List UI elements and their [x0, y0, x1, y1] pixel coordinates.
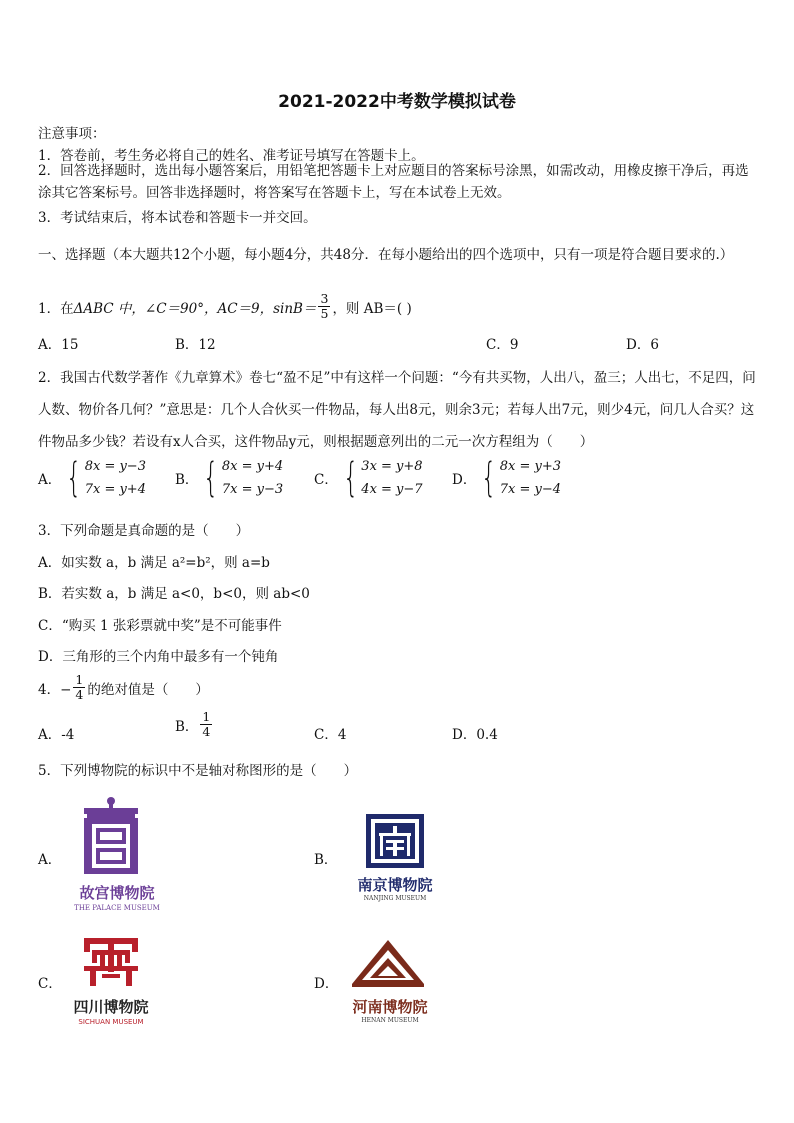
- logo-caption: 南京博物院: [357, 876, 433, 894]
- logo-caption-english: SICHUAN MUSEUM: [78, 1018, 144, 1026]
- equation: 3x = y+8: [361, 459, 423, 474]
- option-label: B．: [175, 472, 199, 488]
- option-d[interactable]: D．0.4: [452, 727, 498, 743]
- brace-icon: {: [66, 455, 82, 501]
- fraction-denominator: 4: [75, 687, 84, 702]
- option-b[interactable]: B．12: [175, 337, 216, 353]
- fraction-denominator: 5: [320, 306, 329, 321]
- option-b[interactable]: B．: [314, 852, 338, 868]
- option-d[interactable]: [452, 455, 561, 501]
- option-b[interactable]: [175, 710, 214, 739]
- henan-museum-logo-icon: [350, 938, 426, 988]
- fraction: [73, 673, 85, 702]
- question-4-suffix: 的绝对值是（ ）: [87, 681, 209, 698]
- option-c[interactable]: C．4: [314, 727, 347, 743]
- logo-caption: 河南博物院: [352, 998, 428, 1016]
- option-a[interactable]: A．15: [38, 337, 79, 353]
- brace-icon: {: [481, 455, 497, 501]
- option-label: C．: [314, 472, 338, 488]
- question-1-condition: ΔABC 中，∠C＝90°，AC＝9，sinB＝: [73, 300, 317, 317]
- question-5: 5．下列博物院的标识中不是轴对称图形的是（ ）: [38, 763, 358, 779]
- equation: 7x = y−3: [221, 482, 284, 497]
- logo-caption: 故宫博物院: [79, 884, 155, 902]
- equation: 4x = y−7: [361, 482, 423, 497]
- equation: 8x = y−3: [84, 459, 146, 474]
- question-3: 3．下列命题是真命题的是（ ）: [38, 523, 250, 539]
- option-c[interactable]: [314, 455, 423, 501]
- logo-caption: 四川博物院: [73, 998, 149, 1016]
- option-a[interactable]: A．-4: [38, 727, 75, 743]
- page-title: 2021-2022中考数学模拟试卷: [278, 92, 516, 112]
- option-b[interactable]: B．若实数 a，b 满足 a<0，b<0，则 ab<0: [38, 586, 310, 602]
- option-c[interactable]: C．“购买 1 张彩票就中奖”是不可能事件: [38, 618, 282, 634]
- logo-caption-english: THE PALACE MUSEUM: [74, 904, 160, 912]
- brace-icon: {: [203, 455, 219, 501]
- logo-caption-english: HENAN MUSEUM: [361, 1017, 419, 1024]
- option-a[interactable]: A．: [38, 852, 62, 868]
- option-d[interactable]: D．: [314, 976, 339, 992]
- equation: 7x = y+4: [84, 482, 146, 497]
- fraction-numerator: 3: [320, 291, 329, 306]
- option-a[interactable]: A．如实数 a，b 满足 a²=b²，则 a=b: [38, 555, 270, 571]
- option-d[interactable]: D．6: [626, 337, 659, 353]
- sichuan-museum-logo-icon: [82, 936, 140, 988]
- notice-item: 2．回答选择题时，选出每小题答案后，用铅笔把答题卡上对应题目的答案标号涂黑，如需改动，用橡皮擦干净后，再选涂其它答案标号。回答非选择题时，将答案写在答题卡上，写在本试卷上无效。: [38, 163, 749, 201]
- nanjing-museum-logo-icon: [366, 814, 424, 868]
- question-4-prefix: 4．−: [38, 681, 72, 698]
- question-1-suffix: ，则 AB＝( ): [332, 300, 412, 317]
- fraction: [318, 292, 330, 321]
- equation: 7x = y−4: [499, 482, 562, 497]
- question-1-prefix: 1．在: [38, 300, 74, 317]
- question-4: [38, 673, 209, 702]
- notice-heading: 注意事项：: [38, 126, 106, 142]
- equation: 8x = y+3: [499, 459, 562, 474]
- fraction-numerator: 1: [202, 709, 211, 724]
- fraction-denominator: 4: [202, 724, 211, 739]
- option-b[interactable]: [175, 455, 283, 501]
- question-1: [38, 292, 412, 321]
- notice-item: 3．考试结束后，将本试卷和答题卡一并交回。: [38, 210, 317, 226]
- option-a[interactable]: [38, 455, 146, 501]
- option-c[interactable]: C．9: [486, 337, 519, 353]
- notice-item: 1．答卷前，考生务必将自己的姓名、准考证号填写在答题卡上。: [38, 148, 425, 164]
- question-2: 2．我国古代数学著作《九章算术》卷七“盈不足”中有这样一个问题：“今有共买物，人出八，盈三；人出七，不足四，问人数、物价各几何？”意思是：几个人合伙买一件物品，每人出8元，则余3元；若每人出7元，则少4元，问几人合买？这件物品多少钱？若设有x人合买，这件物品y元，则根据题意列出的二元一次方程组为（ ）: [38, 370, 756, 450]
- fraction-numerator: 1: [75, 672, 84, 687]
- equation: 8x = y+4: [221, 459, 284, 474]
- fraction: [200, 710, 212, 739]
- option-c[interactable]: C．: [38, 976, 62, 992]
- section-heading: 一、选择题（本大题共12个小题，每小题4分，共48分．在每小题给出的四个选项中，只有一项是符合题目要求的.）: [38, 247, 734, 263]
- palace-museum-logo-icon: [82, 796, 140, 876]
- option-label: A．: [38, 472, 62, 488]
- option-d[interactable]: D．三角形的三个内角中最多有一个钝角: [38, 649, 279, 665]
- option-label: B．: [175, 718, 199, 735]
- logo-caption-english: NANJING MUSEUM: [363, 895, 427, 902]
- option-label: D．: [452, 472, 477, 488]
- brace-icon: {: [342, 455, 359, 501]
